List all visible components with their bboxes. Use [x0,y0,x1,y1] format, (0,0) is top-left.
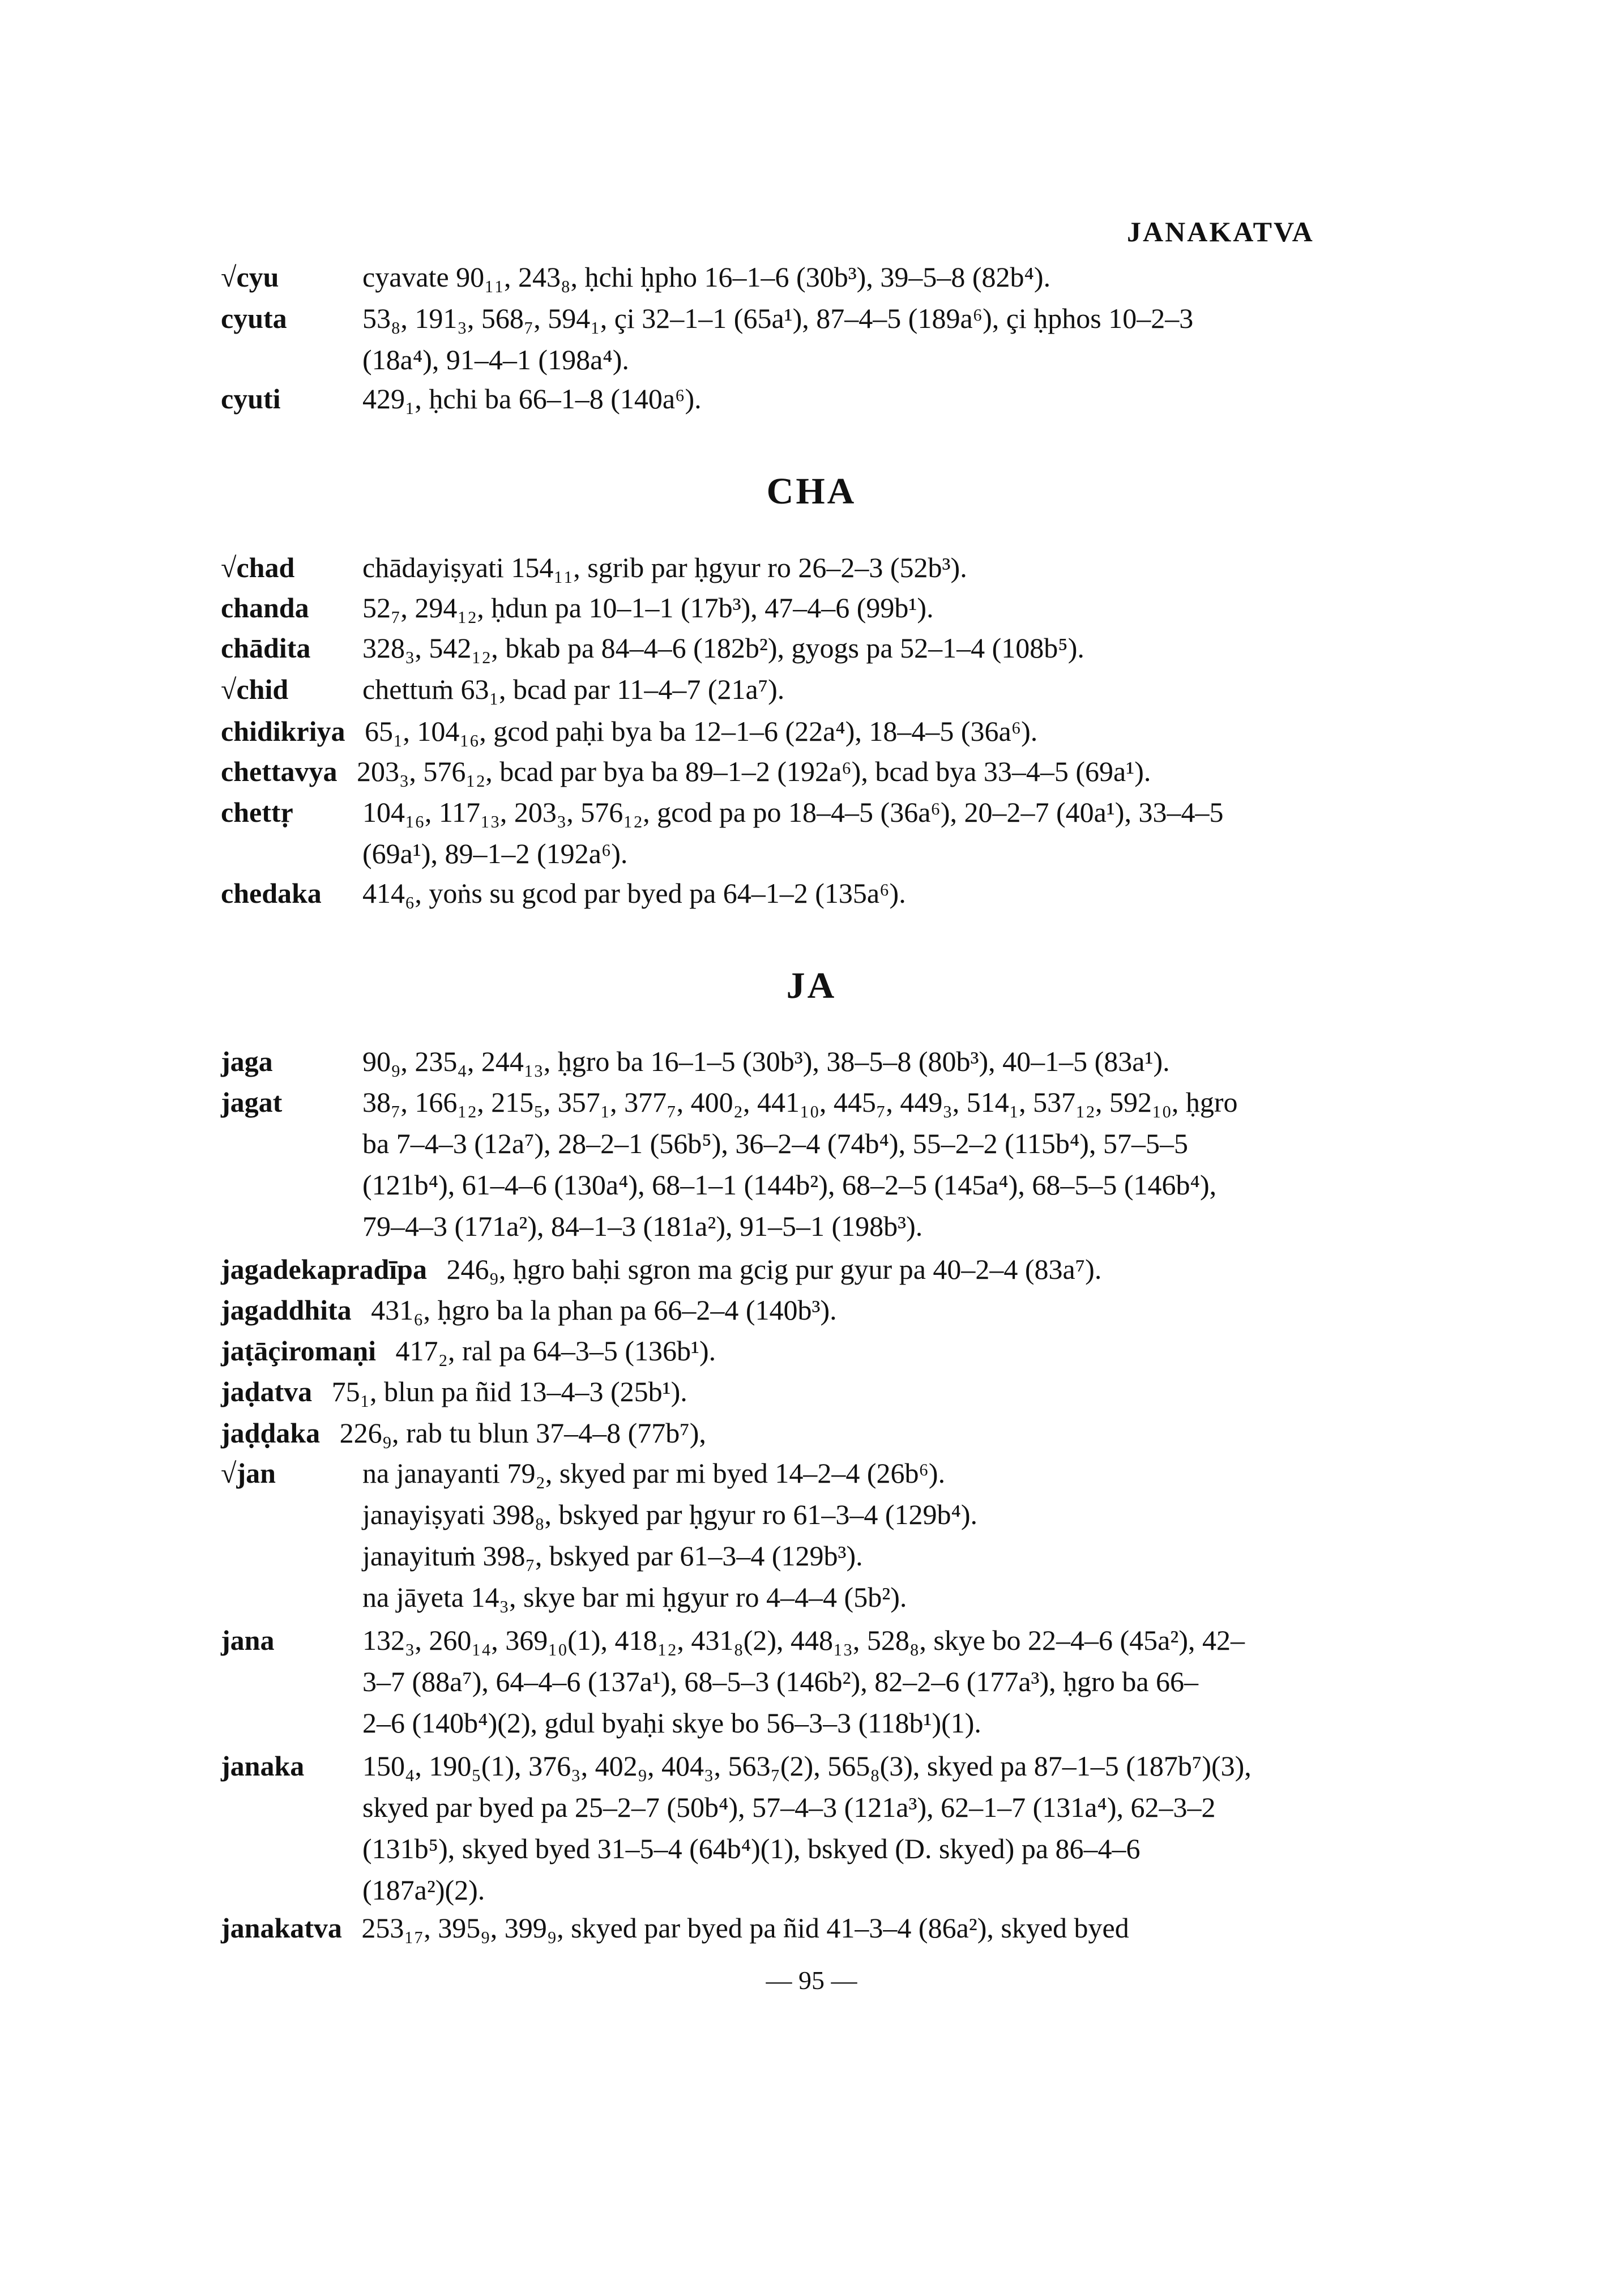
headword: jaṭāçiromaṇi [221,1335,377,1367]
headword: chedaka [221,877,322,909]
headword: chidikriya [221,715,345,747]
entry-chanda [221,587,1331,629]
entry-line: 38₇, 166₁₂, 215₅, 357₁, 377₇, 400₂, 441₁₀, 445₇, 449₃, 514₁, 537₁₂, 592₁₀, ḥgro [362,1086,1238,1118]
entry-line: 3–7 (88a⁷), 64–4–6 (137a¹), 68–5–3 (146b²), 82–2–6 (177a³), ḥgro ba 66– [362,1666,1199,1697]
headword: √cyu [221,261,279,293]
entry-jagaddhita [221,1290,1331,1331]
headword: jaḍatva [221,1376,313,1407]
headword: chādita [221,632,311,664]
entry-cyuti [221,378,1331,420]
headword: jaḍḍaka [221,1417,321,1449]
entry-line: 431₆, ḥgro ba la phan pa 66–2–4 (140b³). [371,1294,837,1326]
entry-line: 203₃, 576₁₂, bcad par bya ba 89–1–2 (192a⁶), bcad bya 33–4–5 (69a¹). [357,756,1151,787]
entry-chadita [221,628,1331,669]
headword: chettavya [221,756,338,787]
entry-chidikriya [221,711,1331,752]
entry-line: 65₁, 104₁₆, gcod paḥi bya ba 12–1–6 (22a⁴), 18–4–5 (36a⁶). [364,715,1038,747]
entry-chad [221,547,1331,588]
entry-line: janayiṣyati 398₈, bskyed par ḥgyur ro 61–3–4 (129b⁴). [362,1499,978,1530]
section-heading: CHA [766,471,857,512]
entry-line: skyed par byed pa 25–2–7 (50b⁴), 57–4–3 (121a³), 62–1–7 (131a⁴), 62–3–2 [362,1791,1216,1823]
page-number: — 95 — [766,1966,857,1995]
headword: cyuti [221,383,281,415]
entry-jagadekapradipa [221,1249,1331,1290]
entry-line: 90₉, 235₄, 244₁₃, ḥgro ba 16–1–5 (30b³), 38–5–8 (80b³), 40–1–5 (83a¹). [362,1045,1170,1077]
entry-line: chettuṁ 63₁, bcad par 11–4–7 (21a⁷). [362,673,785,705]
headword: jagat [221,1086,283,1118]
entry-chedaka [221,873,1331,914]
entry-line: chādayiṣyati 154₁₁, sgrib par ḥgyur ro 26–2–3 (52b³). [362,552,967,583]
entry-line: 104₁₆, 117₁₃, 203₃, 576₁₂, gcod pa po 18–4–5 (36a⁶), 20–2–7 (40a¹), 33–4–5 [362,796,1224,828]
entry-cyu [221,257,1331,298]
entry-line: (187a²)(2). [362,1874,485,1906]
headword: jagadekapradīpa [221,1253,427,1285]
entry-chid [221,669,1331,710]
entry-jadatva [221,1371,1331,1412]
entry-janaka [221,1746,1331,1911]
entry-line: 75₁, blun pa ñid 13–4–3 (25b¹). [331,1376,687,1407]
entry-chettavya [221,751,1331,792]
entry-line: (121b⁴), 61–4–6 (130a⁴), 68–1–1 (144b²), 68–2–5 (145a⁴), 68–5–5 (146b⁴), [362,1169,1217,1201]
entry-line: (69a¹), 89–1–2 (192a⁶). [362,838,628,869]
entry-line: ba 7–4–3 (12a⁷), 28–2–1 (56b⁵), 36–2–4 (74b⁴), 55–2–2 (115b⁴), 57–5–5 [362,1128,1188,1159]
entry-line: 150₄, 190₅(1), 376₃, 402₉, 404₃, 563₇(2), 565₈(3), skyed pa 87–1–5 (187b⁷)(3), [362,1750,1252,1782]
entry-line: 79–4–3 (171a²), 84–1–3 (181a²), 91–5–1 (198b³). [362,1210,923,1242]
entry-chettr [221,792,1331,874]
entry-line: 2–6 (140b⁴)(2), gdul byaḥi skye bo 56–3–3 (118b¹)(1). [362,1707,981,1739]
entry-cyuta [221,298,1331,381]
entry-line: 429₁, ḥchi ba 66–1–8 (140a⁶). [362,383,702,415]
entry-janakatva [221,1907,1331,1949]
headword: √chid [221,673,289,705]
entry-line: na jāyeta 14₃, skye bar mi ḥgyur ro 4–4–4 (5b²). [362,1581,907,1613]
entry-line: (131b⁵), skyed byed 31–5–4 (64b⁴)(1), bskyed (D. skyed) pa 86–4–6 [362,1833,1141,1864]
entry-jaga [221,1041,1331,1082]
entry-jan [221,1453,1331,1618]
running-head: JANAKATVA [1127,216,1314,247]
entry-line: na janayanti 79₂, skyed par mi byed 14–2–4 (26b⁶). [362,1457,946,1489]
entry-jatasiromani [221,1330,1331,1372]
entry-jagat [221,1082,1331,1247]
headword: √chad [221,552,295,583]
entry-line: (18a⁴), 91–4–1 (198a⁴). [362,344,629,375]
entry-line: 328₃, 542₁₂, bkab pa 84–4–6 (182b²), gyogs pa 52–1–4 (108b⁵). [362,632,1084,664]
entry-line: 53₈, 191₃, 568₇, 594₁, çi 32–1–1 (65a¹), 87–4–5 (189a⁶), çi ḥphos 10–2–3 [362,302,1194,334]
entry-line: 417₂, ral pa 64–3–5 (136b¹). [395,1335,716,1367]
headword: √jan [221,1457,276,1489]
headword: jagaddhita [221,1294,352,1326]
entry-jaddaka [221,1412,1331,1454]
entry-line: 246₉, ḥgro baḥi sgron ma gcig pur gyur pa 40–2–4 (83a⁷). [446,1253,1102,1285]
entry-line: 253₁₇, 395₉, 399₉, skyed par byed pa ñid 41–3–4 (86a²), skyed byed [361,1912,1129,1944]
headword: cyuta [221,302,287,334]
headword: chanda [221,592,309,624]
entry-line: 52₇, 294₁₂, ḥdun pa 10–1–1 (17b³), 47–4–6 (99b¹). [362,592,934,624]
entry-line: janayituṁ 398₇, bskyed par 61–3–4 (129b³). [362,1540,863,1572]
headword: chettṛ [221,796,293,828]
headword: janakatva [221,1912,342,1944]
headword: jaga [221,1045,273,1077]
section-heading: JA [786,965,837,1006]
entry-line: 414₆, yoṅs su gcod par byed pa 64–1–2 (135a⁶). [362,877,906,909]
entry-jana [221,1620,1331,1744]
headword: janaka [221,1750,305,1782]
entry-line: cyavate 90₁₁, 243₈, ḥchi ḥpho 16–1–6 (30b³), 39–5–8 (82b⁴). [362,261,1051,293]
entry-line: 226₉, rab tu blun 37–4–8 (77b⁷), [339,1417,706,1449]
headword: jana [221,1624,275,1656]
entry-line: 132₃, 260₁₄, 369₁₀(1), 418₁₂, 431₈(2), 448₁₃, 528₈, skye bo 22–4–6 (45a²), 42– [362,1624,1245,1656]
